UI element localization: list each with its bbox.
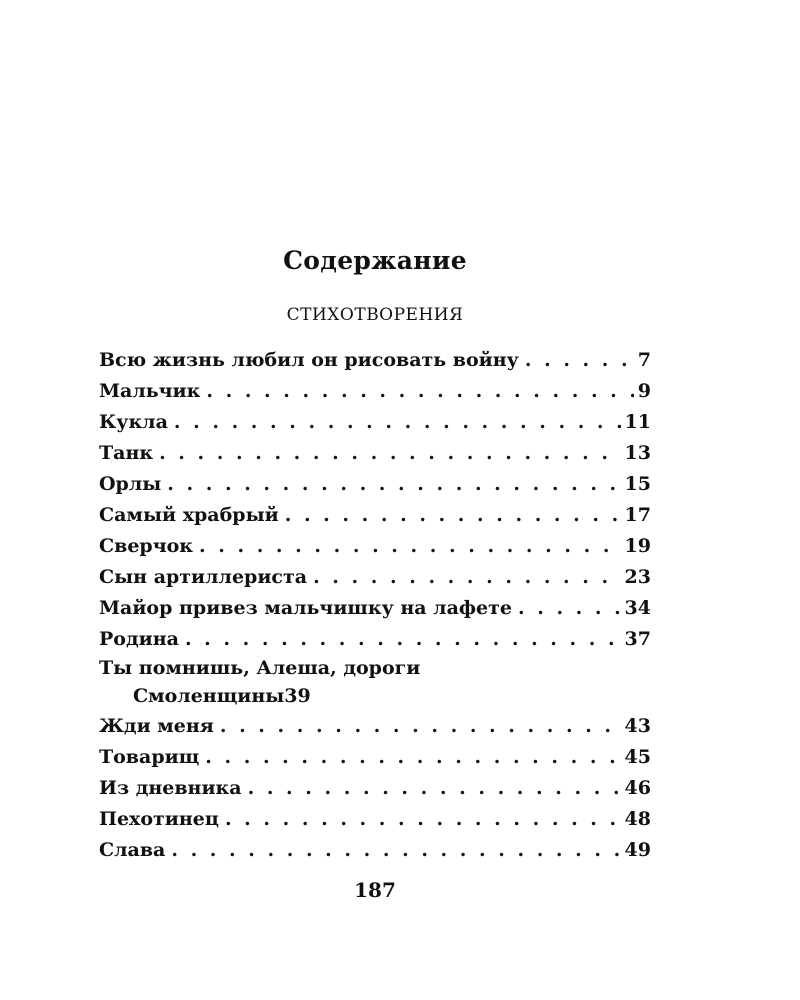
dot-leader — [313, 562, 620, 593]
toc-entry-page: 15 — [624, 473, 651, 495]
toc-entry-page: 13 — [624, 442, 651, 464]
toc-entry[interactable] — [99, 345, 651, 376]
page-title: Содержание — [283, 246, 467, 275]
toc-entry[interactable] — [99, 593, 651, 624]
toc-entry-title: Слава — [99, 839, 166, 861]
toc-entry-title-line2: Смоленщины — [133, 685, 285, 707]
toc-entry[interactable] — [99, 407, 651, 438]
toc-entry-title: Всю жизнь любил он рисовать войну — [99, 349, 519, 371]
toc-entry-title: Из дневника — [99, 777, 242, 799]
dot-leader — [167, 469, 620, 500]
toc-entry-title: Жди меня — [99, 715, 214, 737]
toc-entry-page: 39 — [284, 685, 311, 707]
toc-entry-title: Пехотинец — [99, 808, 219, 830]
toc-entry-title: Кукла — [99, 411, 168, 433]
toc-entry[interactable] — [99, 742, 651, 773]
dot-leader — [174, 407, 621, 438]
toc-entry[interactable] — [99, 624, 651, 655]
toc-entry-page: 45 — [624, 746, 651, 768]
dot-leader — [205, 742, 620, 773]
toc-entry-page: 11 — [624, 411, 651, 433]
page-number: 187 — [354, 878, 396, 902]
toc-entry[interactable] — [99, 376, 651, 407]
toc-entry-page: 19 — [624, 535, 651, 557]
toc-entry[interactable] — [99, 655, 651, 711]
toc-entry-page: 7 — [637, 349, 651, 371]
toc-entry-page: 46 — [624, 777, 651, 799]
toc-entry-title: Майор привез мальчишку на лафете — [99, 597, 512, 619]
toc-entry[interactable] — [99, 562, 651, 593]
toc-entry-title: Танк — [99, 442, 154, 464]
toc-entry-page: 49 — [624, 839, 651, 861]
dot-leader — [525, 345, 634, 376]
toc-entry[interactable] — [99, 469, 651, 500]
toc-entry-title: Товарищ — [99, 746, 200, 768]
dot-leader — [220, 711, 621, 742]
toc-entry-title: Орлы — [99, 473, 162, 495]
toc-entry-page: 23 — [624, 566, 651, 588]
section-heading: СТИХОТВОРЕНИЯ — [286, 305, 464, 325]
toc-entry-title: Родина — [99, 628, 179, 650]
toc-entry[interactable] — [99, 531, 651, 562]
dot-leader — [185, 624, 621, 655]
toc-entry-title: Самый храбрый — [99, 504, 279, 526]
dot-leader — [199, 531, 621, 562]
toc-entry[interactable] — [99, 804, 651, 835]
dot-leader — [225, 804, 621, 835]
toc-entry-page: 9 — [637, 380, 651, 402]
toc-entry-page: 37 — [624, 628, 651, 650]
toc-entry-title: Сверчок — [99, 535, 193, 557]
toc-entry-title-line1: Ты помнишь, Алеша, дороги — [99, 657, 421, 679]
toc-entry-page: 48 — [624, 808, 651, 830]
toc-entry[interactable] — [99, 500, 651, 531]
dot-leader — [159, 438, 620, 469]
toc-entry-page: 34 — [624, 597, 651, 619]
dot-leader — [171, 835, 620, 866]
toc-entry[interactable] — [99, 835, 651, 866]
dot-leader — [206, 376, 633, 407]
toc-entry[interactable] — [99, 773, 651, 804]
dot-leader — [285, 500, 621, 531]
toc-entry-page: 17 — [624, 504, 651, 526]
table-of-contents — [99, 345, 651, 866]
toc-entry[interactable] — [99, 438, 651, 469]
dot-leader — [518, 593, 621, 624]
toc-entry-page: 43 — [624, 715, 651, 737]
toc-entry-title: Мальчик — [99, 380, 201, 402]
toc-entry[interactable] — [99, 711, 651, 742]
toc-entry-title: Сын артиллериста — [99, 566, 308, 588]
dot-leader — [248, 773, 621, 804]
